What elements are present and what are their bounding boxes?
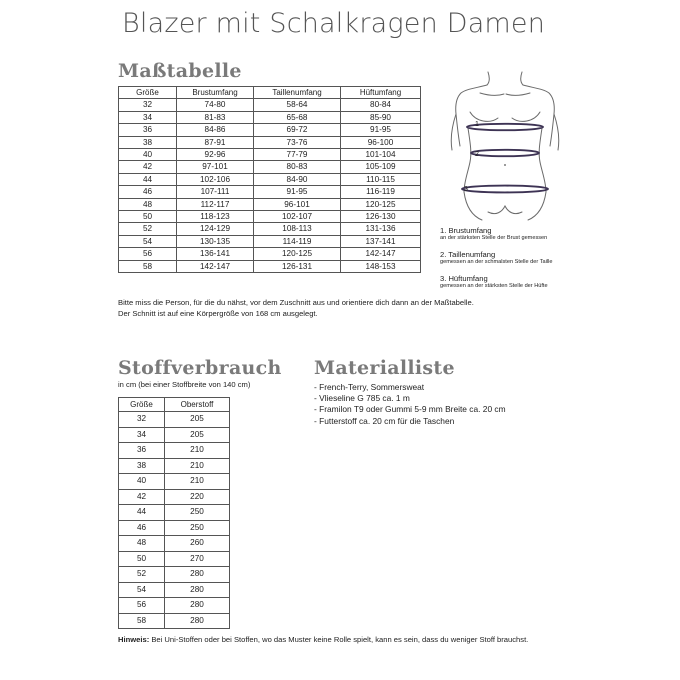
table-cell: 87-91 [177,136,254,148]
hint [118,635,528,646]
table-cell: 142-147 [177,260,254,272]
table-row [119,124,421,136]
table-cell: 118-123 [177,211,254,223]
size-table-header-row [119,87,421,99]
table-cell: 84-86 [177,124,254,136]
table-cell: 205 [165,427,230,443]
table-cell: 101-104 [341,149,421,161]
table-row [119,474,230,490]
table-cell: 48 [119,536,165,552]
table-cell: 137-141 [341,235,421,247]
legend-description: an der stärksten Stelle der Brust gemessen [440,235,548,241]
table-cell: 250 [165,505,230,521]
waist-measure-line [471,150,539,156]
table-cell: 126-131 [254,260,341,272]
column-header: Taillenumfang [254,87,341,99]
table-cell: 130-135 [177,235,254,247]
table-row [119,260,421,272]
material-item: - Vlieseline G 785 ca. 1 m [314,393,410,404]
table-cell: 42 [119,489,165,505]
table-row [119,613,230,629]
table-cell: 56 [119,598,165,614]
collarbone-outline [480,93,530,95]
table-cell: 38 [119,458,165,474]
table-cell: 280 [165,567,230,583]
table-cell: 96-100 [341,136,421,148]
column-header: Hüftumfang [341,87,421,99]
table-row [119,223,421,235]
table-row [119,536,230,552]
table-cell: 91-95 [254,186,341,198]
table-cell: 50 [119,211,177,223]
table-cell: 81-83 [177,111,254,123]
table-row [119,136,421,148]
table-cell: 116-119 [341,186,421,198]
right-leg-outline [528,192,546,220]
table-cell: 112-117 [177,198,254,210]
material-item: - French-Terry, Sommersweat [314,382,425,392]
table-cell: 92-96 [177,149,254,161]
table-row [119,582,230,598]
table-row [119,598,230,614]
table-cell: 108-113 [254,223,341,235]
table-cell: 136-141 [177,248,254,260]
table-row [119,149,421,161]
neck-outline [487,72,523,85]
table-cell: 40 [119,149,177,161]
table-cell: 126-130 [341,211,421,223]
table-cell: 210 [165,458,230,474]
legend-item [440,274,552,289]
legend-description: gemessen an der stärksten Stelle der Hüfte [440,283,548,289]
left-waist-outline [464,128,471,192]
legend-item [440,250,552,265]
table-cell: 142-147 [341,248,421,260]
table-row [119,186,421,198]
table-row [119,489,230,505]
column-header: Oberstoff [165,398,230,412]
table-cell: 270 [165,551,230,567]
measure-note [118,298,474,319]
chest-outline [470,112,540,121]
table-cell: 74-80 [177,99,254,111]
table-row [119,235,421,247]
hint-label: Hinweis: [118,635,150,644]
table-cell: 36 [119,443,165,459]
table-cell: 69-72 [254,124,341,136]
table-cell: 56 [119,248,177,260]
table-cell: 48 [119,198,177,210]
table-cell: 42 [119,161,177,173]
body-figure-illustration [440,66,570,224]
table-cell: 210 [165,443,230,459]
navel [504,164,506,166]
material-item: - Futterstoff ca. 20 cm für die Taschen [314,415,455,426]
table-cell: 85-90 [341,111,421,123]
table-row [119,111,421,123]
hint-text: Bei Uni-Stoffen oder bei Stoffen, wo das Muster keine Rolle spielt, kann es sein, dass du weniger Stoff brauchst. [149,635,529,644]
table-cell: 107-111 [177,186,254,198]
table-row [119,458,230,474]
size-table-heading: Maßtabelle [118,60,242,82]
table-cell: 38 [119,136,177,148]
legend-description: gemessen an der schmalsten Stelle der Taille [440,259,553,265]
page-title: Blazer mit Schalkragen Damen [122,8,546,39]
table-cell: 58-64 [254,99,341,111]
table-row [119,211,421,223]
column-header: Größe [119,87,177,99]
table-cell: 80-83 [254,161,341,173]
table-cell: 91-95 [341,124,421,136]
table-cell: 131-136 [341,223,421,235]
hip-measure-line [462,186,548,193]
table-row [119,505,230,521]
table-cell: 34 [119,111,177,123]
fabric-table-header-row [119,398,230,412]
table-cell: 205 [165,412,230,428]
table-row [119,520,230,536]
table-cell: 54 [119,582,165,598]
fabric-heading: Stoffverbrauch [118,357,282,379]
table-cell: 280 [165,613,230,629]
table-cell: 124-129 [177,223,254,235]
legend-title: 2. Taillenumfang [440,250,496,259]
table-cell: 102-107 [254,211,341,223]
materials-list [314,382,506,427]
table-cell: 250 [165,520,230,536]
table-cell: 280 [165,598,230,614]
table-cell: 120-125 [254,248,341,260]
table-row [119,99,421,111]
table-cell: 32 [119,412,165,428]
size-table [118,86,421,273]
legend-title: 3. Hüftumfang [440,274,488,283]
left-arm-outline [451,114,456,150]
column-header: Größe [119,398,165,412]
legend-title: 1. Brustumfang [440,226,492,235]
table-cell: 105-109 [341,161,421,173]
table-row [119,412,230,428]
table-cell: 110-115 [341,173,421,185]
measure-note-line: Bitte miss die Person, für die du nähst, vor dem Zuschnitt aus und orientiere dich dann an der Maßtabelle. [118,298,474,307]
table-row [119,427,230,443]
table-cell: 210 [165,474,230,490]
table-row [119,443,230,459]
table-cell: 44 [119,173,177,185]
table-cell: 84-90 [254,173,341,185]
marker-3: 3 [464,186,468,193]
table-row [119,248,421,260]
table-row [119,173,421,185]
table-cell: 52 [119,223,177,235]
table-cell: 46 [119,186,177,198]
crotch-outline [488,206,522,214]
table-cell: 220 [165,489,230,505]
table-cell: 148-153 [341,260,421,272]
right-waist-outline [539,128,546,192]
table-cell: 58 [119,613,165,629]
legend-item [440,226,552,241]
marker-2: 2 [475,151,479,158]
table-cell: 44 [119,505,165,521]
materials-heading: Materialliste [314,357,455,379]
table-cell: 58 [119,260,177,272]
table-row [119,551,230,567]
table-cell: 260 [165,536,230,552]
left-leg-outline [464,192,482,220]
table-cell: 32 [119,99,177,111]
table-cell: 36 [119,124,177,136]
fabric-subheading: in cm (bei einer Stoffbreite von 140 cm) [118,380,251,389]
table-cell: 102-106 [177,173,254,185]
table-cell: 46 [119,520,165,536]
column-header: Brustumfang [177,87,254,99]
table-cell: 114-119 [254,235,341,247]
marker-1: 1 [475,121,479,128]
right-arm-outline [554,114,559,150]
table-cell: 52 [119,567,165,583]
table-cell: 40 [119,474,165,490]
measure-legend [440,226,552,289]
table-cell: 77-79 [254,149,341,161]
table-cell: 50 [119,551,165,567]
table-cell: 280 [165,582,230,598]
table-cell: 120-125 [341,198,421,210]
table-row [119,161,421,173]
table-cell: 80-84 [341,99,421,111]
table-cell: 97-101 [177,161,254,173]
table-cell: 65-68 [254,111,341,123]
table-row [119,198,421,210]
material-item: - Framilon T9 oder Gummi 5-9 mm Breite ca. 20 cm [314,404,506,415]
table-cell: 54 [119,235,177,247]
table-row [119,567,230,583]
table-cell: 34 [119,427,165,443]
table-cell: 96-101 [254,198,341,210]
fabric-table [118,397,230,629]
table-cell: 73-76 [254,136,341,148]
measure-note-line: Der Schnitt ist auf eine Körpergröße von 168 cm ausgelegt. [118,308,318,318]
